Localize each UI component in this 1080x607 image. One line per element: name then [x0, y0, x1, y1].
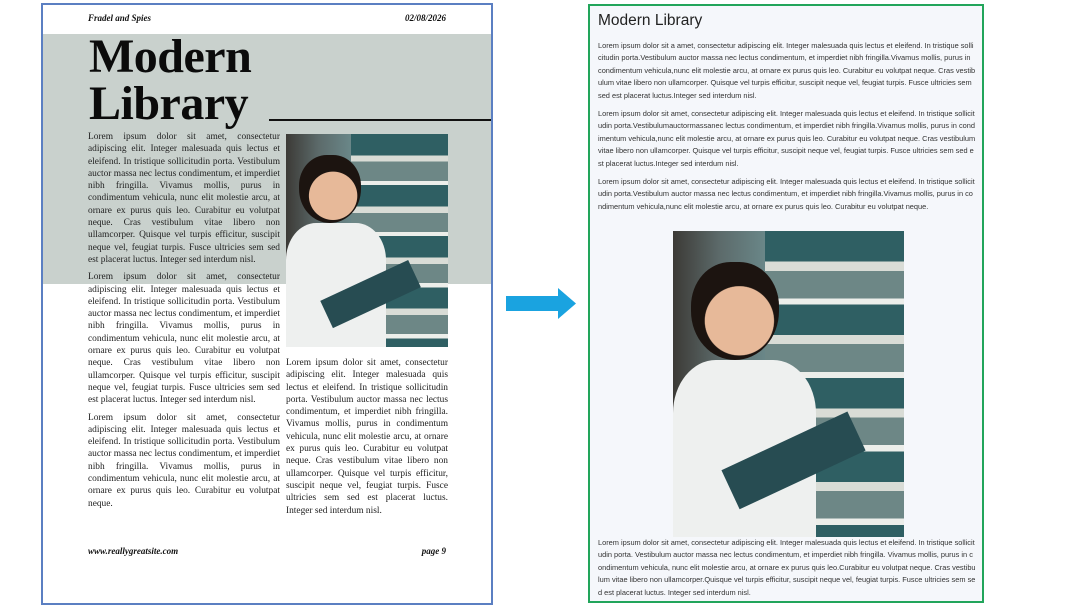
website-link: www.reallygreatsite.com — [88, 546, 179, 556]
paragraph: Lorem ipsum dolor sit a amet, consectetur adipiscing elit. Integer malesuada quis lectus et eleifend. In tristique sollicitudin porta.Vestibulum auctor massa nec lectus condimentum, et imperdiet nibh fringilla.Vivamus mollis, purus in condimentum vehicula,nunc elit molestie arcu, at ornare ex purus quis leo. Curabitur eu volutpat neque. Cras vestibulum vitae libero non ullamcorper. Quisque vel turpis efficitur, suscipit neque vel, feugiat turpis. Fusce ultricies sem sed est placerat luctus.Integer sed interdum nisl. — [598, 41, 976, 100]
paragraph: Lorem ipsum dolor sit amet, consectetur adipiscing elit. Integer malesuada quis lectus et eleifend. In tristique sollicitudin porta. Vestibulum auctor massa nec lectus condimentum, et imperdiet nibh fringilla. Vivamus mollis, purus in condimentum vehicula, nunc elit molestie arcu, at ornare ex purus quis leo. Curabitur eu volutpat neque. Cras vestibulum vitae libero non ullamcorper. Quisque vel turpis efficitur, suscipit neque vel, feugiat turpis. Fusce ultricies sem sed est placerat luctus. Integer sed interdum nisl. — [286, 358, 448, 516]
paragraph: Lorem ipsum dolor sit amet, consectetur adipiscing elit. Integer malesuada quis lectus et eleifend. In tristique sollicitudin porta. Vestibulum auctor massa nec lectus condimentum, et imperdiet nibh fringilla. Vivamus mollis, purus in condimentum vehicula, nunc elit molestie arcu, at ornare ex purus quis leo.Curabitur eu volutpat neque. Cras vestibulum vitae libero non ullamcorper.Quisque vel turpis efficitur, suscipit neque vel, feugiat turpis. Fusce ultricies sem sed est placerat luctus. Integer sed interdum nisl. — [598, 538, 976, 597]
paragraph: Lorem ipsum dolor sit amet, consectetur adipiscing elit. Integer malesuada quis lectus et eleifend. In tristique sollicitudin porta.Vestibulum auctor massa nec lectus condimentum, et imperdiet nibh fringilla.Vivamus mollis, purus in condimentum vehicula,nunc elit molestie arcu, at ornare ex purus quis leo. Curabitur eu volutpat neque. — [598, 177, 975, 211]
arrow-right-icon — [506, 288, 576, 319]
left-column — [88, 131, 280, 515]
web-page-title: Modern Library — [598, 12, 703, 29]
library-photo — [286, 134, 448, 347]
paragraph: Lorem ipsum dolor sit amet, consectetur adipiscing elit. Integer malesuada quis lectus et eleifend. In tristique sollicitudin porta.Vestibulumauctormassanec lectus condimentum, et imperdiet nibh fringilla.Vivamus mollis, purus in condimentum vehicula,nunc elit molestie arcu, at ornare ex purus quis leo. Curabitur eu volutpat neque. Cras vestibulum vitae libero non ullamcorper. Quisque vel turpis efficitur, suscipit neque vel, feugiat turpis. Fusce ultricies sem sed est placerat luctus.Integer sed interdum nisl. — [598, 109, 976, 168]
publisher-name: Fradel and Spies — [88, 13, 152, 23]
title-line-1: Modern — [89, 30, 252, 83]
web-layout-page — [588, 4, 984, 603]
page-number: page 9 — [421, 546, 446, 556]
right-column — [286, 357, 448, 522]
library-photo — [673, 231, 904, 537]
page-title — [89, 30, 252, 130]
paragraph: Lorem ipsum dolor sit amet, consectetur adipiscing elit. Integer malesuada quis lectus et eleifend. In tristique sollicitudin porta. Vestibulum auctor massa nec lectus condimentum, et imperdiet nibh fringilla. Vivamus mollis, purus in condimentum vehicula, nunc elit molestie arcu, at ornare ex purus quis leo. Curabitur eu volutpat neque. Cras vestibulum vitae libero non ullamcorper. Quisque vel turpis efficitur, suscipit neque vel, feugiat turpis. Fusce ultricies sem sed est placerat luctus. Integer sed interdum nisl. — [88, 132, 280, 265]
paragraph: Lorem ipsum dolor sit amet, consectetur adipiscing elit. Integer malesuada quis lectus et eleifend. In tristique sollicitudin porta. Vestibulum auctor massa nec lectus condimentum, et imperdiet nibh fringilla. Vivamus mollis, purus in condimentum vehicula, nunc elit molestie arcu, at ornare ex purus quis leo. Curabitur eu volutpat neque. Cras vestibulum vitae libero non ullamcorper. Quisque vel turpis efficitur, suscipit neque vel, feugiat turpis. Fusce ultricies sem sed est placerat luctus. Integer sed interdum nisl. — [88, 272, 280, 406]
title-line-2: Library — [89, 77, 249, 130]
issue-date: 02/08/2026 — [404, 13, 446, 23]
paragraph: Lorem ipsum dolor sit amet, consectetur adipiscing elit. Integer malesuada quis lectus et eleifend. In tristique sollicitudin porta. Vestibulum auctor massa nec lectus condimentum, et imperdiet nibh fringilla. Vivamus mollis, purus in condimentum vehicula, nunc elit molestie arcu, at ornare ex purus quis leo. Curabitur eu volutpat neque. — [88, 412, 280, 509]
print-layout-page — [41, 3, 493, 605]
title-rule — [269, 119, 493, 121]
